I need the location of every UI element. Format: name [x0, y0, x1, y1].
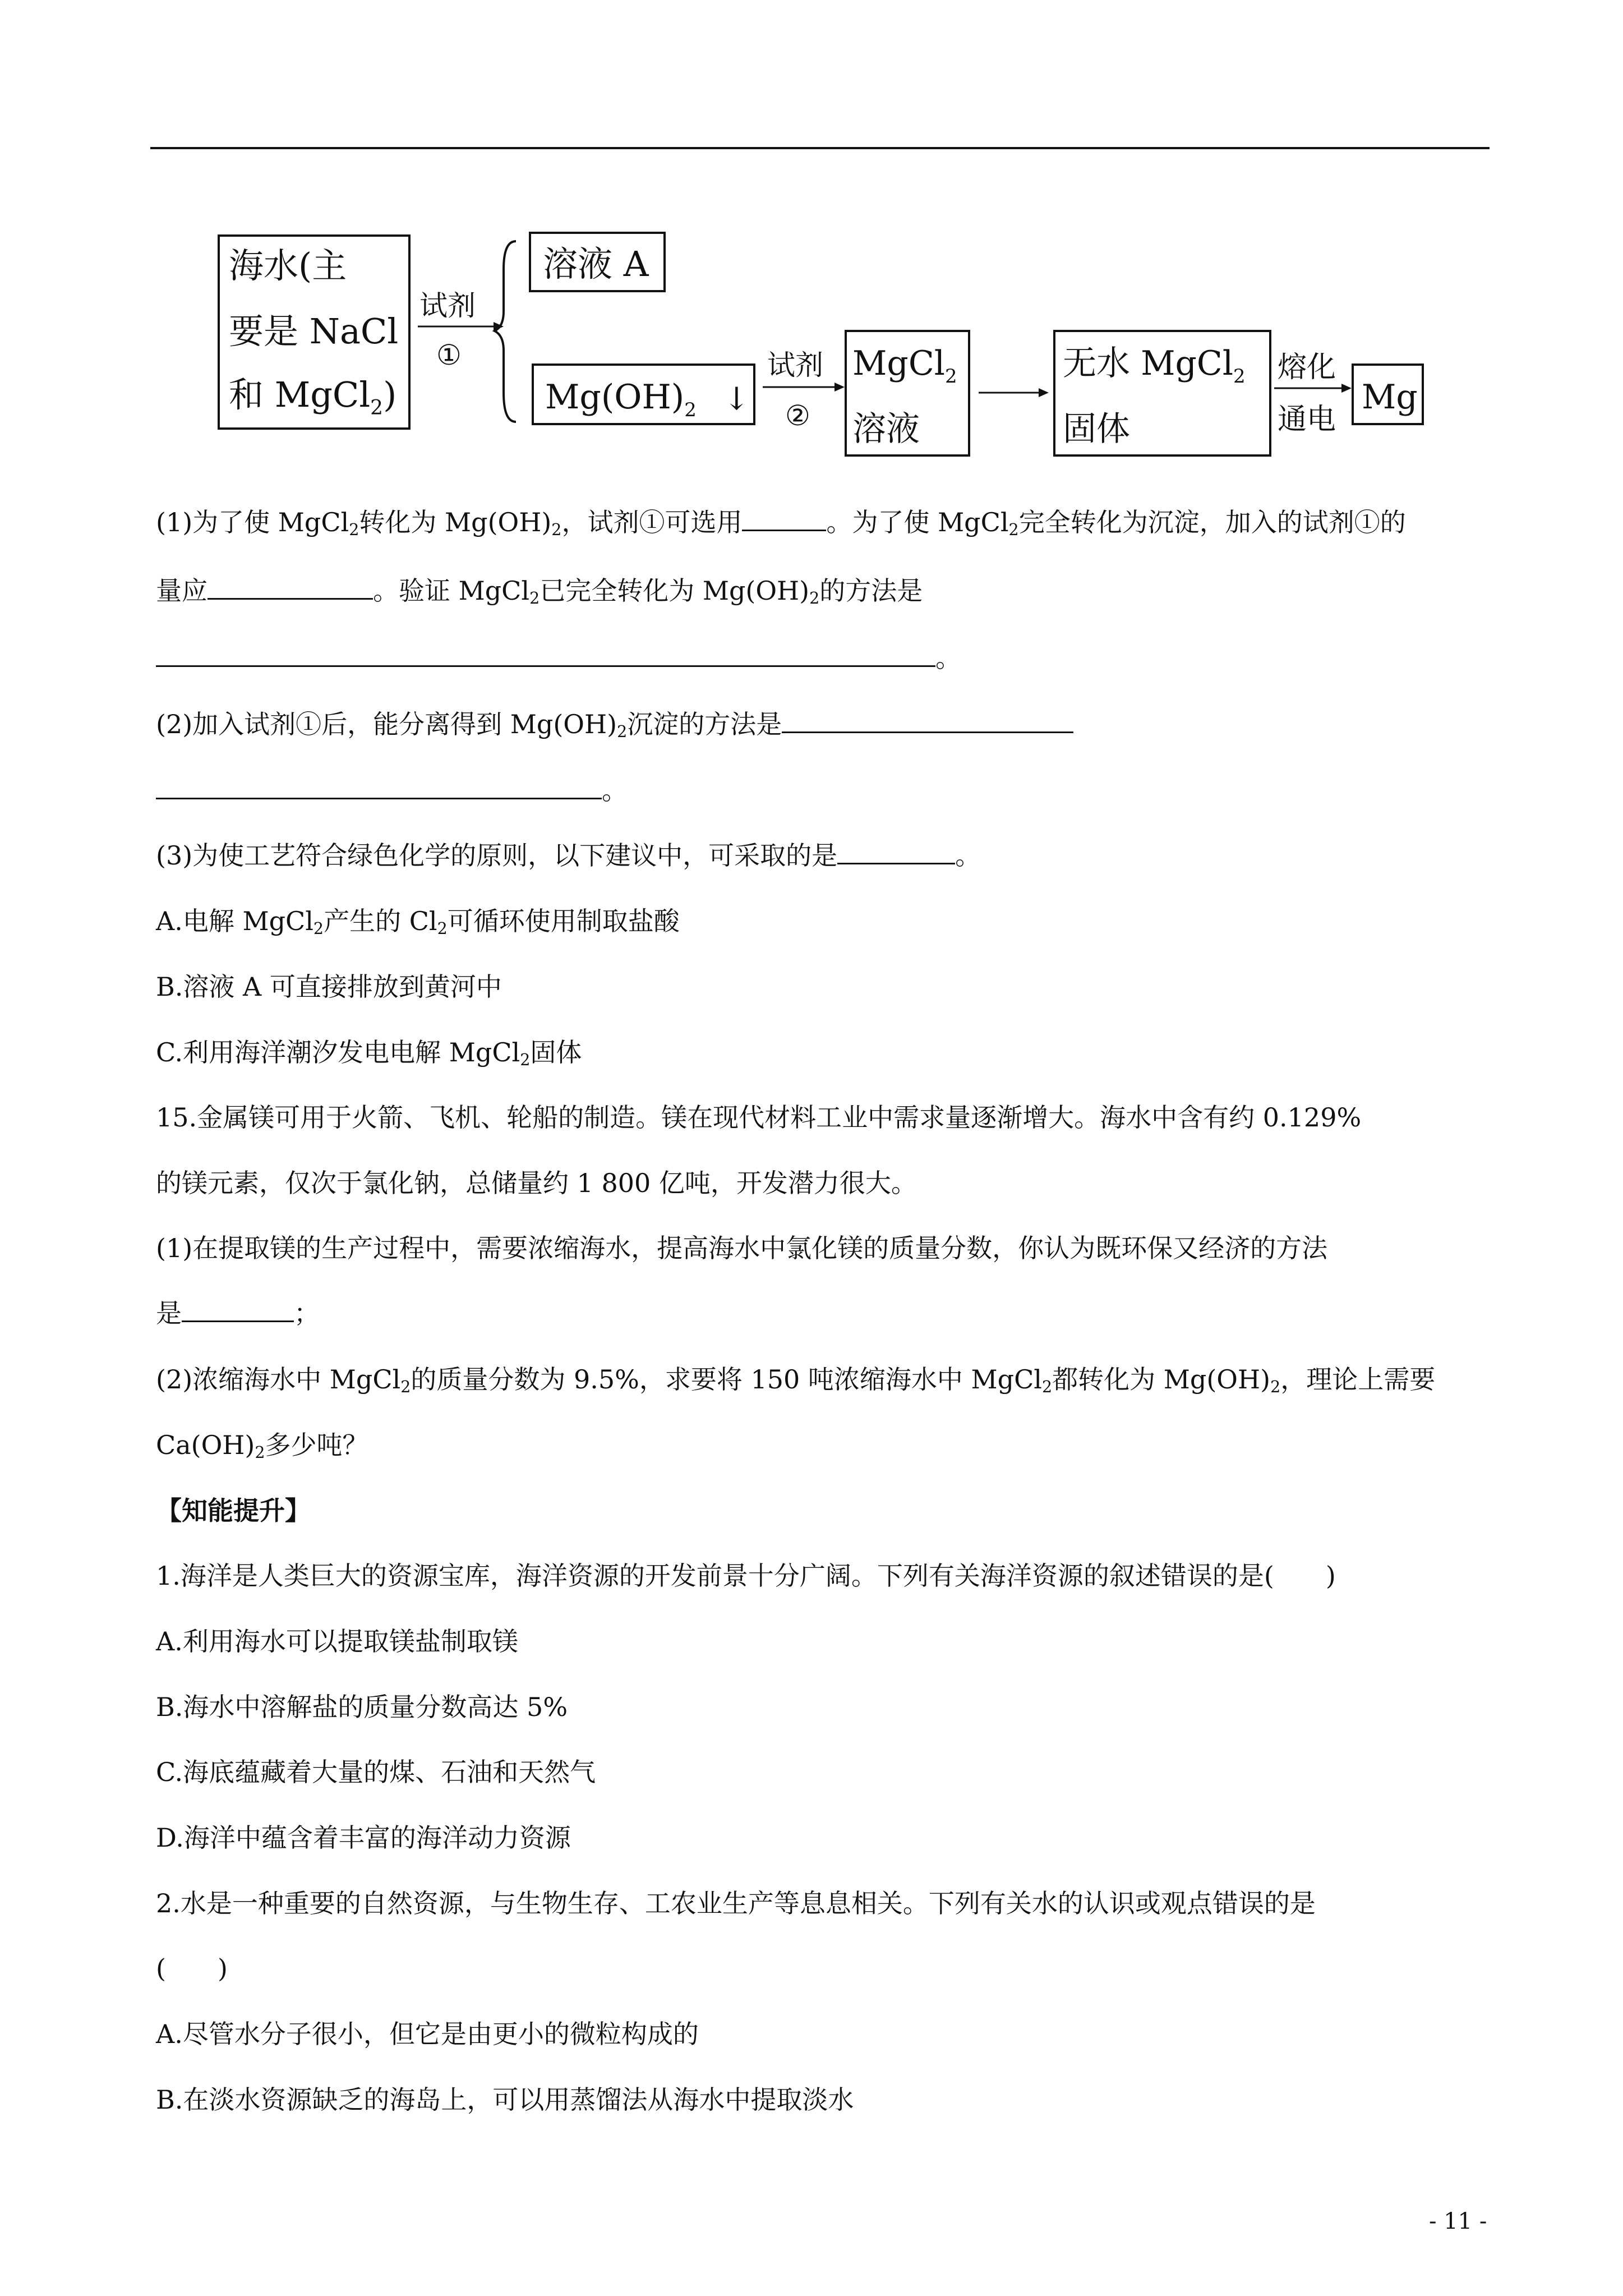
answer-blank [182, 1298, 294, 1322]
mc2-option-b: B.在淡水资源缺乏的海岛上，可以用蒸馏法从海水中提取淡水 [156, 2085, 854, 2115]
reagent1-number: ① [436, 339, 462, 371]
answer-blank [742, 507, 826, 531]
q15-part2-line2: $Ca(OH)_2$多少吨？ [156, 1430, 368, 1462]
mc2-answer-paren: ( ) [156, 1953, 228, 1984]
mc2-option-a: A.尽管水分子很小，但它是由更小的微粒构成的 [156, 2019, 699, 2049]
header-rule [150, 147, 1490, 149]
electrolysis-label: 通电 [1278, 403, 1336, 436]
seawater-line2: 要是 NaCl [229, 311, 399, 352]
page-number: - 11 - [1429, 2208, 1487, 2234]
q15-part1-line1: (1)在提取镁的生产过程中，需要浓缩海水，提高海水中氯化镁的质量分数，你认为既环保又经济的方法 [156, 1233, 1328, 1263]
mgcl2-solution-line2: 溶液 [852, 409, 920, 449]
anhydrous-line2: 固体 [1063, 409, 1130, 449]
mc1-stem: 1.海洋是人类巨大的资源宝库，海洋资源的开发前景十分广阔。下列有关海洋资源的叙述错误的是( ) [156, 1561, 1336, 1591]
branch-brace [495, 241, 516, 422]
reagent2-number: ② [785, 399, 810, 432]
solution-a-label: 溶液 A [543, 243, 649, 284]
answer-blank [156, 775, 602, 799]
mc1-option-c: C.海底蕴藏着大量的煤、石油和天然气 [156, 1757, 596, 1787]
answer-blank [156, 643, 935, 667]
precipitate-arrow-icon: ↓ [723, 381, 750, 417]
anhydrous-line1: 无水 MgCl$_2$ [1063, 344, 1246, 388]
mc1-option-a: A.利用海水可以提取镁盐制取镁 [156, 1626, 518, 1657]
melt-label: 熔化 [1278, 351, 1336, 384]
reagent2-label: 试剂 [767, 349, 823, 381]
seawater-line3: 和 MgCl$_2$) [229, 374, 397, 420]
q14-part2-line2: 。 [156, 773, 628, 808]
q15-part1-line2: 是 ； [156, 1298, 320, 1328]
answer-blank [208, 576, 373, 600]
mc2-stem: 2.水是一种重要的自然资源，与生物生存、工农业生产等息息相关。下列有关水的认识或观点错误的是 [156, 1888, 1316, 1918]
mc1-option-b: B.海水中溶解盐的质量分数高达 5% [156, 1692, 568, 1722]
mc1-option-d: D.海洋中蕴含着丰富的海洋动力资源 [156, 1823, 571, 1853]
q15-line1: 15.金属镁可用于火箭、飞机、轮船的制造。镁在现代材料工业中需求量逐渐增大。海水中含有约 0.129% [156, 1102, 1362, 1133]
q14-part1-line2: 量应 。验证 MgCl$_2$已完全转化为 $Mg(OH)_2$的方法是 [156, 576, 923, 608]
seawater-line1: 海水(主 [229, 245, 347, 286]
answer-blank [837, 840, 955, 864]
q14-part1-line3: 。 [156, 641, 961, 675]
reagent1-label: 试剂 [419, 289, 476, 322]
q14-option-a: A.电解 MgCl$_2$产生的 $Cl_2$可循环使用制取盐酸 [156, 906, 680, 938]
q15-part2-line1: (2)浓缩海水中 MgCl$_2$的质量分数为 9.5%，求要将 150 吨浓缩海水中 MgCl$_2$都转化为 $Mg(OH)_2$，理论上需要 [156, 1364, 1436, 1397]
mgcl2-solution-line1: MgCl$_2$ [852, 344, 957, 388]
q14-part3-stem: (3)为使工艺符合绿色化学的原则，以下建议中，可采取的是 。 [156, 840, 981, 871]
q14-option-b: B.溶液 A 可直接排放到黄河中 [156, 972, 502, 1002]
section-title: 【知能提升】 [156, 1496, 311, 1526]
mgoh2-label: $Mg(OH)_2$ [545, 378, 697, 421]
answer-blank [782, 709, 1073, 733]
q14-part2-line1: (2)加入试剂①后，能分离得到 $Mg(OH)_2$沉淀的方法是 [156, 707, 1073, 742]
mg-label: Mg [1362, 378, 1418, 417]
q14-part1-line1: (1)为了使 MgCl$_2$转化为 $Mg(OH)_2$，试剂①可选用 。为了使 MgCl$_2$完全转化为沉淀，加入的试剂①的 [156, 507, 1406, 540]
q14-option-c: C.利用海洋潮汐发电电解 MgCl$_2$固体 [156, 1037, 582, 1070]
q15-line2: 的镁元素，仅次于氯化钠，总储量约 1 800 亿吨，开发潜力很大。 [156, 1168, 917, 1198]
